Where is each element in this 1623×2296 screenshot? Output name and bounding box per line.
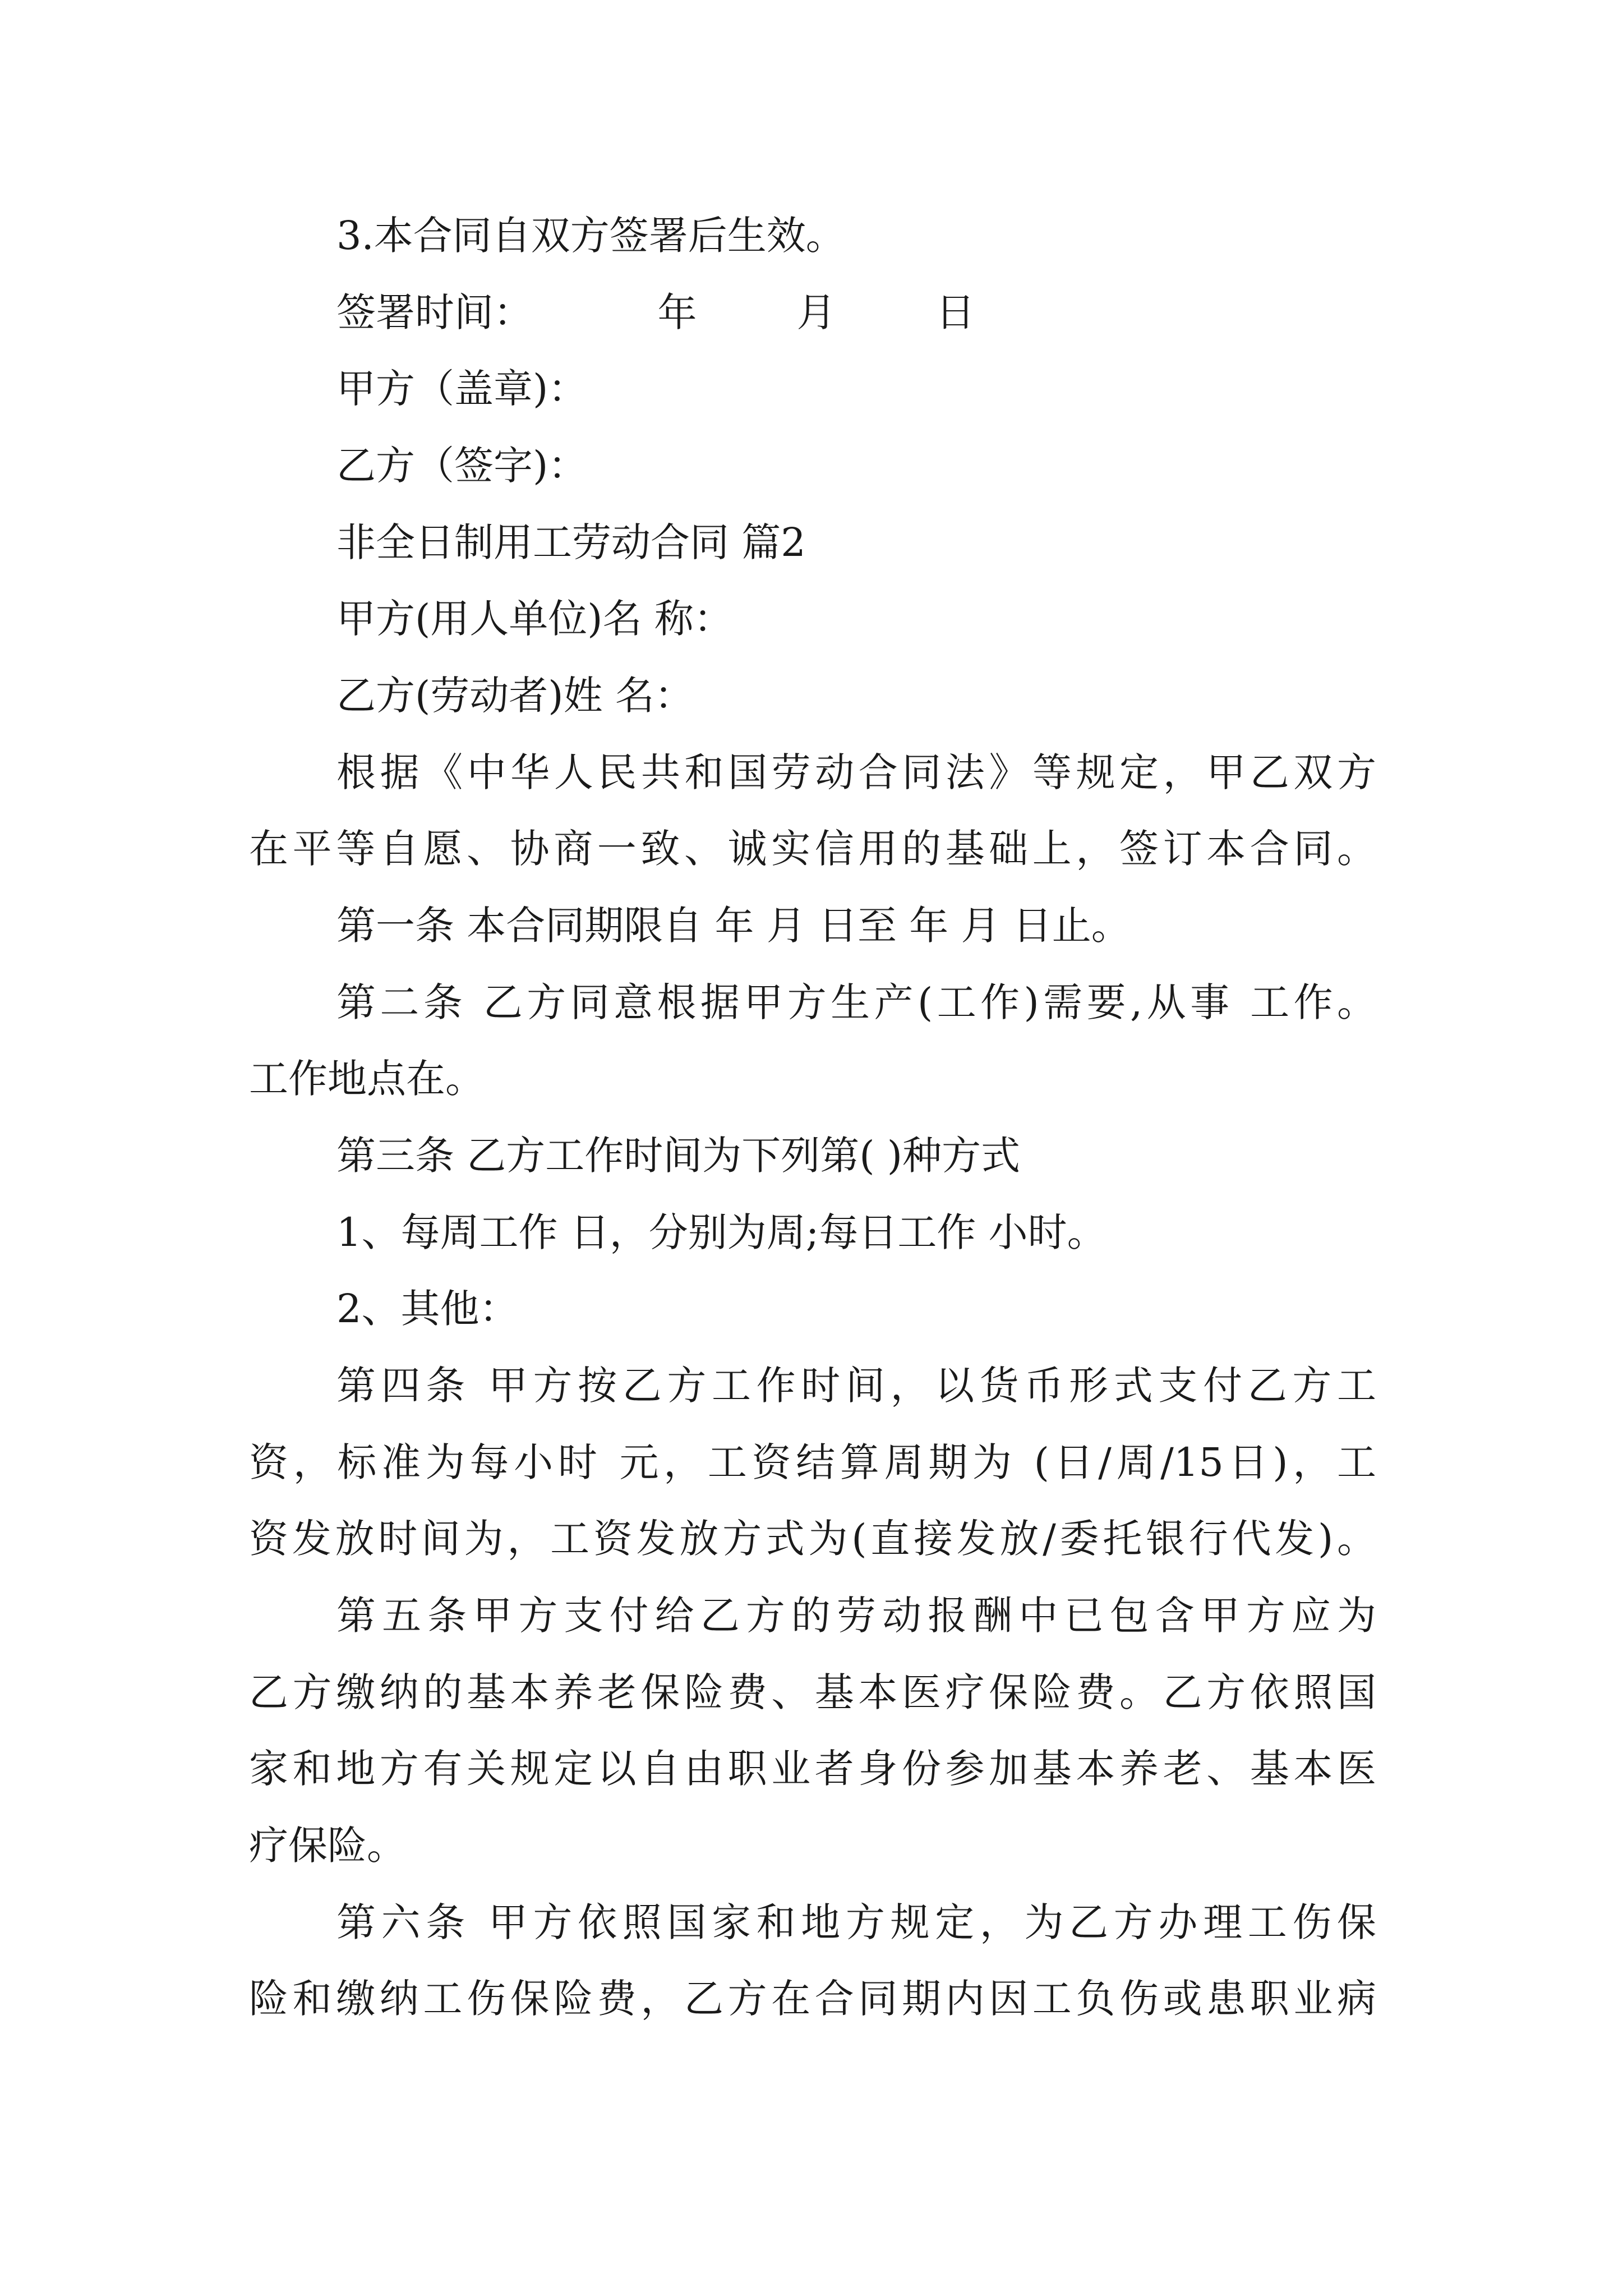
- article-1: 第一条 本合同期限自 年 月 日至 年 月 日止。: [336, 903, 1131, 949]
- article-4-line-2: 资，标准为每小时 元，工资结算周期为 (日/周/15日)，工: [249, 1439, 1376, 1485]
- article-5-line-2: 乙方缴纳的基本养老保险费、基本医疗保险费。乙方依照国: [249, 1669, 1376, 1715]
- article-6-line-2: 险和缴纳工伤保险费，乙方在合同期内因工负伤或患职业病: [249, 1976, 1376, 2022]
- article-6-line-1: 第六条 甲方依照国家和地方规定，为乙方办理工伤保: [336, 1899, 1376, 1945]
- article-5-line-1: 第五条甲方支付给乙方的劳动报酬中已包含甲方应为: [336, 1593, 1376, 1639]
- party-a-seal-line: 甲方（盖章)：: [336, 366, 588, 412]
- preamble-line-1: 根据《中华人民共和国劳动合同法》等规定，甲乙双方: [336, 749, 1376, 795]
- party-a-name-line: 甲方(用人单位)名 称：: [336, 596, 733, 642]
- contract-section-heading: 非全日制用工劳动合同 篇2: [336, 519, 806, 565]
- clause-effective: 3.本合同自双方签署后生效。: [336, 213, 845, 259]
- article-2-line-1: 第二条 乙方同意根据甲方生产(工作)需要,从事 工作。: [336, 979, 1376, 1025]
- article-3: 第三条 乙方工作时间为下列第( )种方式: [336, 1133, 1021, 1179]
- party-b-name-line: 乙方(劳动者)姓 名：: [336, 673, 694, 719]
- preamble-line-2: 在平等自愿、协商一致、诚实信用的基础上，签订本合同。: [249, 826, 1376, 872]
- article-5-line-3: 家和地方有关规定以自由职业者身份参加基本养老、基本医: [249, 1746, 1376, 1792]
- article-4-line-1: 第四条 甲方按乙方工作时间，以货币形式支付乙方工: [336, 1363, 1376, 1409]
- article-3-option-1: 1、每周工作 日，分别为周;每日工作 小时。: [336, 1209, 1106, 1255]
- article-4-line-3: 资发放时间为，工资发放方式为(直接发放/委托银行代发)。: [249, 1516, 1376, 1562]
- article-5-line-4: 疗保险。: [249, 1823, 406, 1869]
- party-b-signature-line: 乙方（签字)：: [336, 443, 588, 489]
- article-2-line-2: 工作地点在。: [249, 1056, 485, 1102]
- signing-date-line: 签署时间： 年 月 日: [336, 289, 975, 335]
- article-3-option-2: 2、其他：: [336, 1286, 519, 1332]
